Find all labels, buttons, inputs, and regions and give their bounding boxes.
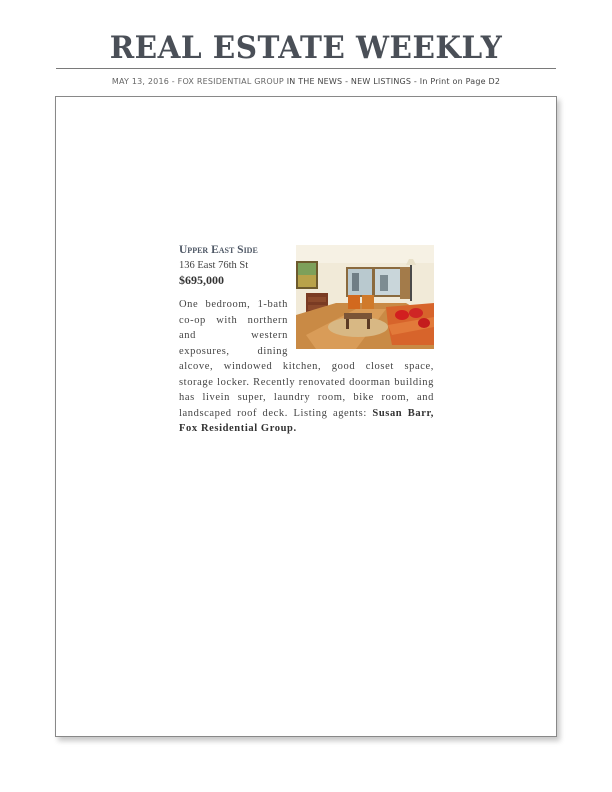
masthead: REAL ESTATE WEEKLY — [109, 30, 503, 66]
dateline — [0, 77, 612, 86]
dateline-date: MAY 13, 2016 — [111, 77, 170, 86]
listing-agents: Susan Barr, Fox Residential Group. — [179, 407, 434, 434]
listing-neighborhood: Upper East Side — [179, 244, 258, 256]
living-room-photo — [296, 245, 434, 349]
dateline-separator: - — [169, 77, 178, 86]
masthead-rule — [56, 68, 556, 69]
listing-price: $695,000 — [179, 273, 224, 287]
listing-article — [179, 244, 434, 437]
dateline-source: FOX RESIDENTIAL GROUP — [177, 77, 284, 86]
dateline-section: IN THE NEWS - NEW LISTINGS - In Print on Page D2 — [283, 77, 501, 86]
listing-description-text: One bedroom, 1-bath co-op with northern and western exposures, dining alcove, windowed kitchen, good closet space, storage locker. Recently renovated doorman building has livein super, laundry room, bike room, and landscaped roof deck. Listing agents: — [179, 299, 434, 419]
listing-address: 136 East 76th St — [179, 260, 249, 271]
